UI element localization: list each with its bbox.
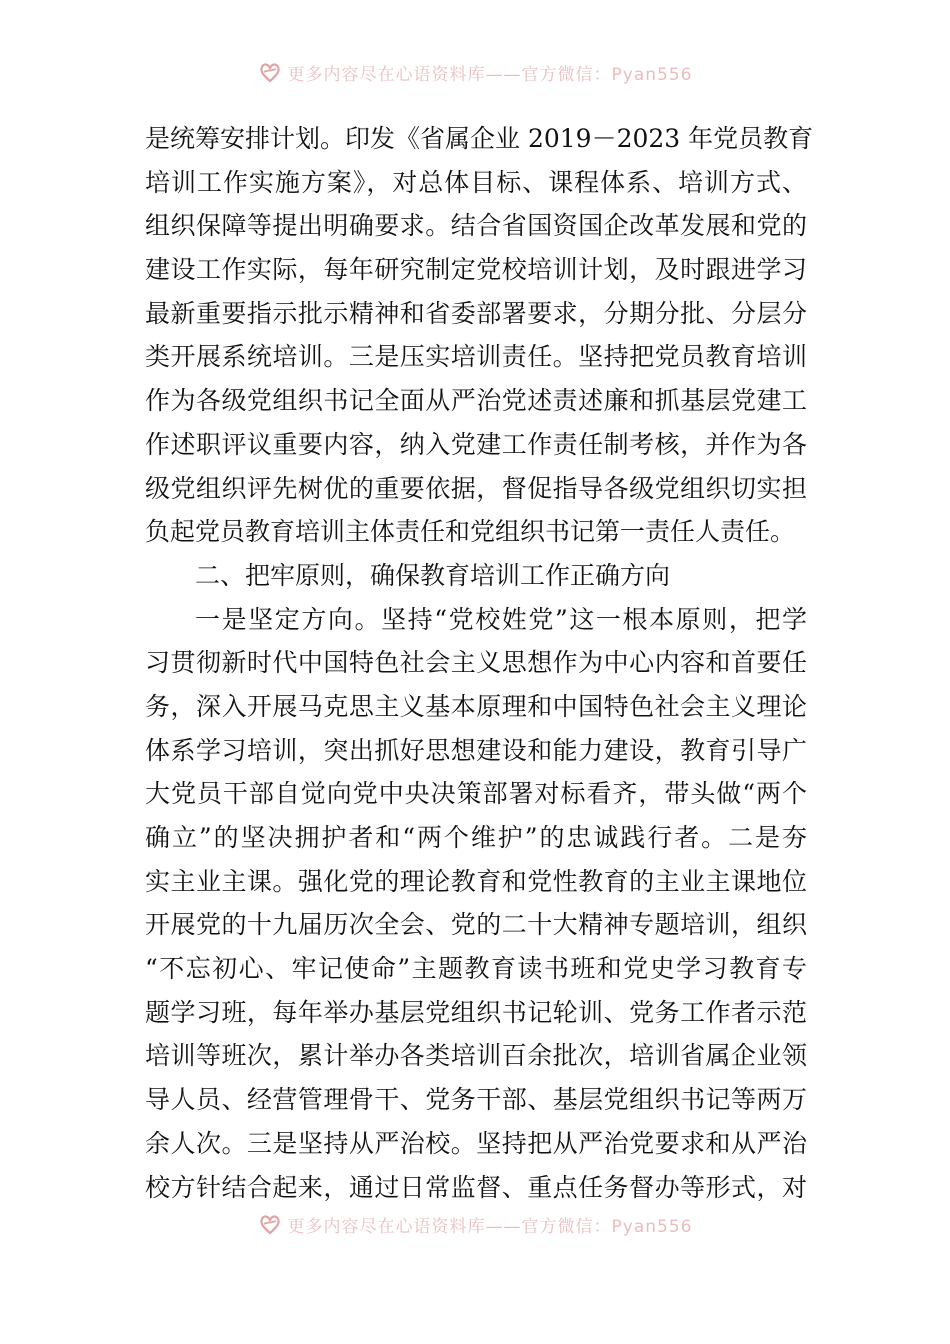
text-line: 体系学习培训，突出抓好思想建设和能力建设，教育引导广	[145, 735, 807, 765]
text-line: 开展党的十九届历次全会、党的二十大精神专题培训，组织	[145, 910, 807, 940]
text-line: 级党组织评先树优的重要依据，督促指导各级党组织切实担	[145, 473, 807, 503]
text-line: 确立”的坚决拥护者和“两个维护”的忠诚践行者。二是夯	[145, 823, 807, 852]
section-heading: 二、把牢原则，确保教育培训工作正确方向	[195, 560, 671, 590]
watermark-text: 更多内容尽在心语资料库——官方微信：Pyan556	[287, 1216, 693, 1237]
text-line: 导人员、经营管理骨干、党务干部、基层党组织书记等两万	[145, 1085, 807, 1115]
text-line: 最新重要指示批示精神和省委部署要求，分期分批、分层分	[145, 298, 807, 328]
text-line: 作述职评议重要内容，纳入党建工作责任制考核，并作为各	[145, 429, 807, 459]
text-line: 务，深入开展马克思主义基本原理和中国特色社会主义理论	[145, 691, 807, 721]
text-line: 组织保障等提出明确要求。结合省国资国企改革发展和党的	[145, 211, 807, 241]
paragraph-first-line: 一是坚定方向。坚持“党校姓党”这一根本原则，把学	[195, 604, 807, 634]
text-line: 类开展系统培训。三是压实培训责任。坚持把党员教育培训	[145, 342, 807, 372]
header-watermark	[0, 57, 950, 87]
footer-watermark	[0, 1209, 950, 1239]
heart-logo-icon	[258, 1212, 282, 1236]
text-line: 习贯彻新时代中国特色社会主义思想作为中心内容和首要任	[145, 648, 807, 678]
text-line: 校方针结合起来，通过日常监督、重点任务督办等形式，对	[145, 1172, 807, 1202]
text-line: 大党员干部自觉向党中央决策部署对标看齐，带头做“两个	[145, 779, 807, 809]
text-line: 负起党员教育培训主体责任和党组织书记第一责任人责任。	[145, 517, 796, 547]
text-line: 题学习班，每年举办基层党组织书记轮训、党务工作者示范	[145, 997, 807, 1027]
text-line: 实主业主课。强化党的理论教育和党性教育的主业主课地位	[145, 866, 807, 896]
document-body	[145, 117, 814, 1209]
watermark-text: 更多内容尽在心语资料库——官方微信：Pyan556	[287, 64, 693, 85]
text-line: “不忘初心、牢记使命”主题教育读书班和党史学习教育专	[145, 954, 807, 984]
heart-logo-icon	[258, 60, 282, 84]
text-line: 余人次。三是坚持从严治校。坚持把从严治党要求和从严治	[145, 1128, 807, 1158]
text-line: 是统筹安排计划。印发《省属企业 2019－2023 年党员教育	[145, 124, 814, 153]
text-line: 培训工作实施方案》，对总体目标、课程体系、培训方式、	[145, 167, 807, 197]
text-line: 作为各级党组织书记全面从严治党述责述廉和抓基层党建工	[145, 386, 807, 416]
text-line: 培训等班次，累计举办各类培训百余批次，培训省属企业领	[145, 1041, 807, 1071]
text-line: 建设工作实际，每年研究制定党校培训计划，及时跟进学习	[145, 255, 807, 285]
